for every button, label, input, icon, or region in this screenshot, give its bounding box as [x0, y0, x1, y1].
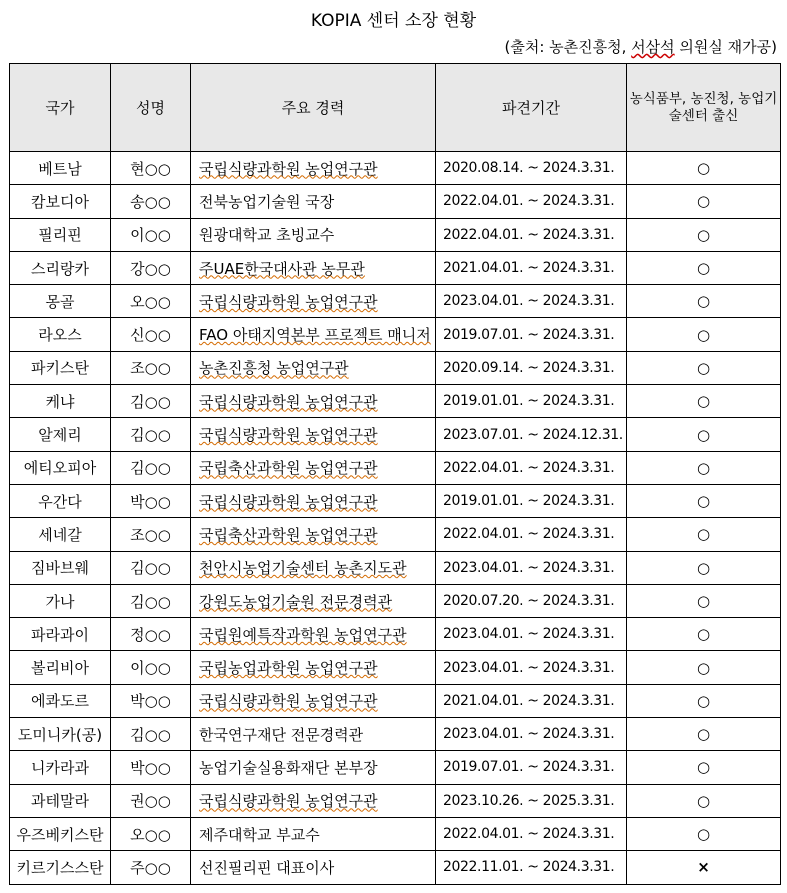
source-open: (출처: 농촌진흥청,	[504, 38, 632, 56]
table-row	[10, 784, 781, 817]
cell-career-text: 국립식량과학원 농업연구관	[199, 392, 378, 411]
table-row	[10, 285, 781, 318]
cell-career-text: 농촌진흥청 농업연구관	[199, 359, 349, 378]
cell-name: 송○○	[111, 185, 191, 218]
cell-name: 이○○	[111, 218, 191, 251]
cell-origin: ×	[627, 851, 781, 884]
cell-origin: ○	[627, 318, 781, 351]
cell-period: 2023.07.01. ~ 2024.12.31.	[436, 418, 627, 451]
cell-country: 세네갈	[10, 518, 111, 551]
cell-origin: ○	[627, 551, 781, 584]
cell-name: 박○○	[111, 751, 191, 784]
cell-career	[191, 418, 436, 451]
cell-origin: ○	[627, 451, 781, 484]
cell-country: 라오스	[10, 318, 111, 351]
cell-career-text: 국립식량과학원 농업연구관	[199, 426, 378, 445]
cell-career	[191, 851, 436, 884]
cell-origin: ○	[627, 784, 781, 817]
cell-career-text: 국립농업과학원 농업연구관	[199, 659, 378, 678]
table-body	[10, 152, 781, 885]
cell-origin: ○	[627, 152, 781, 185]
cell-career	[191, 584, 436, 617]
cell-career-text: 주UAE한국대사관 농무관	[199, 259, 365, 278]
table-row	[10, 618, 781, 651]
cell-career	[191, 351, 436, 384]
cell-name: 강○○	[111, 251, 191, 284]
cell-period: 2019.01.01. ~ 2024.3.31.	[436, 484, 627, 517]
cell-career-text: 국립식량과학원 농업연구관	[199, 292, 378, 311]
cell-name: 권○○	[111, 784, 191, 817]
cell-career	[191, 751, 436, 784]
cell-country: 과테말라	[10, 784, 111, 817]
cell-career-text: 제주대학교 부교수	[199, 825, 320, 844]
cell-country: 우즈베키스탄	[10, 817, 111, 850]
table-row	[10, 751, 781, 784]
cell-origin: ○	[627, 817, 781, 850]
cell-career-text: 한국연구재단 전문경력관	[199, 725, 364, 744]
cell-name: 박○○	[111, 484, 191, 517]
cell-name: 조○○	[111, 351, 191, 384]
cell-name: 김○○	[111, 385, 191, 418]
cell-origin: ○	[627, 584, 781, 617]
page-title: KOPIA 센터 소장 현황	[310, 11, 477, 31]
cell-career-text: 전북농업기술원 국장	[199, 192, 335, 211]
table-row	[10, 718, 781, 751]
cell-name: 김○○	[111, 584, 191, 617]
cell-career	[191, 484, 436, 517]
cell-period: 2022.11.01. ~ 2024.3.31.	[436, 851, 627, 884]
table-row	[10, 584, 781, 617]
cell-name: 김○○	[111, 451, 191, 484]
table-row	[10, 518, 781, 551]
header-origin: 농식품부, 농진청, 농업기술센터 출신	[627, 64, 781, 152]
cell-period: 2019.07.01. ~ 2024.3.31.	[436, 751, 627, 784]
cell-name: 조○○	[111, 518, 191, 551]
cell-period: 2020.09.14. ~ 2024.3.31.	[436, 351, 627, 384]
table-row	[10, 551, 781, 584]
kopia-table	[9, 63, 781, 885]
cell-career-text: 국립식량과학원 농업연구관	[199, 792, 378, 811]
cell-career-text: 천안시농업기술센터 농촌지도관	[199, 559, 407, 578]
cell-period: 2020.07.20. ~ 2024.3.31.	[436, 584, 627, 617]
header-career: 주요 경력	[191, 64, 436, 152]
cell-origin: ○	[627, 718, 781, 751]
cell-country: 가나	[10, 584, 111, 617]
cell-country: 알제리	[10, 418, 111, 451]
cell-country: 몽골	[10, 285, 111, 318]
cell-career	[191, 285, 436, 318]
cell-career	[191, 618, 436, 651]
cell-career	[191, 218, 436, 251]
cell-name: 신○○	[111, 318, 191, 351]
cell-origin: ○	[627, 518, 781, 551]
cell-period: 2023.10.26. ~ 2025.3.31.	[436, 784, 627, 817]
cell-period: 2021.04.01. ~ 2024.3.31.	[436, 251, 627, 284]
cell-name: 박○○	[111, 684, 191, 717]
cell-name: 오○○	[111, 285, 191, 318]
source-note	[505, 36, 777, 57]
table-row	[10, 484, 781, 517]
cell-origin: ○	[627, 484, 781, 517]
cell-period: 2023.04.01. ~ 2024.3.31.	[436, 618, 627, 651]
cell-name: 오○○	[111, 817, 191, 850]
header-country: 국가	[10, 64, 111, 152]
cell-country: 파키스탄	[10, 351, 111, 384]
table-row	[10, 385, 781, 418]
cell-origin: ○	[627, 418, 781, 451]
cell-career	[191, 551, 436, 584]
cell-period: 2022.04.01. ~ 2024.3.31.	[436, 218, 627, 251]
cell-period: 2023.04.01. ~ 2024.3.31.	[436, 285, 627, 318]
cell-career	[191, 385, 436, 418]
cell-career	[191, 817, 436, 850]
cell-period: 2022.04.01. ~ 2024.3.31.	[436, 817, 627, 850]
cell-origin: ○	[627, 618, 781, 651]
cell-country: 짐바브웨	[10, 551, 111, 584]
cell-name: 이○○	[111, 651, 191, 684]
table-row	[10, 451, 781, 484]
cell-career	[191, 684, 436, 717]
cell-career-text: 강원도농업기술원 전문경력관	[199, 592, 393, 611]
cell-period: 2022.04.01. ~ 2024.3.31.	[436, 451, 627, 484]
cell-country: 키르기스스탄	[10, 851, 111, 884]
cell-country: 볼리비아	[10, 651, 111, 684]
cell-name: 주○○	[111, 851, 191, 884]
cell-period: 2020.08.14. ~ 2024.3.31.	[436, 152, 627, 185]
table-row	[10, 218, 781, 251]
cell-career	[191, 784, 436, 817]
table-row	[10, 351, 781, 384]
table-row	[10, 185, 781, 218]
cell-country: 스리랑카	[10, 251, 111, 284]
table-row	[10, 318, 781, 351]
cell-period: 2019.07.01. ~ 2024.3.31.	[436, 318, 627, 351]
cell-origin: ○	[627, 751, 781, 784]
cell-country: 필리핀	[10, 218, 111, 251]
cell-career	[191, 185, 436, 218]
cell-career	[191, 718, 436, 751]
cell-name: 김○○	[111, 718, 191, 751]
table-row	[10, 684, 781, 717]
cell-career-text: 국립식량과학원 농업연구관	[199, 692, 378, 711]
cell-origin: ○	[627, 385, 781, 418]
cell-career-text: 농업기술실용화재단 본부장	[199, 758, 378, 777]
cell-period: 2022.04.01. ~ 2024.3.31.	[436, 518, 627, 551]
cell-country: 우간다	[10, 484, 111, 517]
cell-career-text: 국립원예특작과학원 농업연구관	[199, 625, 407, 644]
cell-career-text: 선진필리핀 대표이사	[199, 858, 335, 877]
cell-origin: ○	[627, 285, 781, 318]
cell-period: 2019.01.01. ~ 2024.3.31.	[436, 385, 627, 418]
cell-name: 현○○	[111, 152, 191, 185]
cell-career-text: 국립식량과학원 농업연구관	[199, 159, 378, 178]
cell-country: 니카라과	[10, 751, 111, 784]
table-row	[10, 152, 781, 185]
header-period: 파견기간	[436, 64, 627, 152]
cell-career	[191, 152, 436, 185]
cell-period: 2023.04.01. ~ 2024.3.31.	[436, 651, 627, 684]
cell-career	[191, 318, 436, 351]
table-row	[10, 817, 781, 850]
cell-name: 정○○	[111, 618, 191, 651]
cell-country: 에티오피아	[10, 451, 111, 484]
cell-career	[191, 251, 436, 284]
cell-origin: ○	[627, 351, 781, 384]
cell-career-text: 국립식량과학원 농업연구관	[199, 492, 378, 511]
cell-origin: ○	[627, 185, 781, 218]
cell-career	[191, 518, 436, 551]
cell-career	[191, 651, 436, 684]
cell-period: 2023.04.01. ~ 2024.3.31.	[436, 718, 627, 751]
cell-country: 케냐	[10, 385, 111, 418]
cell-origin: ○	[627, 651, 781, 684]
header-row	[10, 64, 781, 152]
table-row	[10, 418, 781, 451]
cell-origin: ○	[627, 251, 781, 284]
cell-career-text: 국립축산과학원 농업연구관	[199, 459, 378, 478]
source-underlined: 서삼석	[631, 38, 675, 56]
cell-country: 파라과이	[10, 618, 111, 651]
cell-period: 2022.04.01. ~ 2024.3.31.	[436, 185, 627, 218]
table-row	[10, 651, 781, 684]
cell-period: 2023.04.01. ~ 2024.3.31.	[436, 551, 627, 584]
cell-country: 도미니카(공)	[10, 718, 111, 751]
cell-name: 김○○	[111, 551, 191, 584]
source-rest: 의원실 재가공)	[674, 38, 777, 56]
table-row	[10, 851, 781, 884]
cell-name: 김○○	[111, 418, 191, 451]
cell-origin: ○	[627, 218, 781, 251]
cell-career	[191, 451, 436, 484]
cell-career-text: 원광대학교 초빙교수	[199, 226, 335, 245]
cell-career-text: 국립축산과학원 농업연구관	[199, 525, 378, 544]
cell-country: 에콰도르	[10, 684, 111, 717]
cell-career-text: FAO 아태지역본부 프로젝트 매니저	[199, 326, 431, 345]
cell-country: 베트남	[10, 152, 111, 185]
table-row	[10, 251, 781, 284]
cell-period: 2021.04.01. ~ 2024.3.31.	[436, 684, 627, 717]
cell-origin: ○	[627, 684, 781, 717]
cell-country: 캄보디아	[10, 185, 111, 218]
header-name: 성명	[111, 64, 191, 152]
